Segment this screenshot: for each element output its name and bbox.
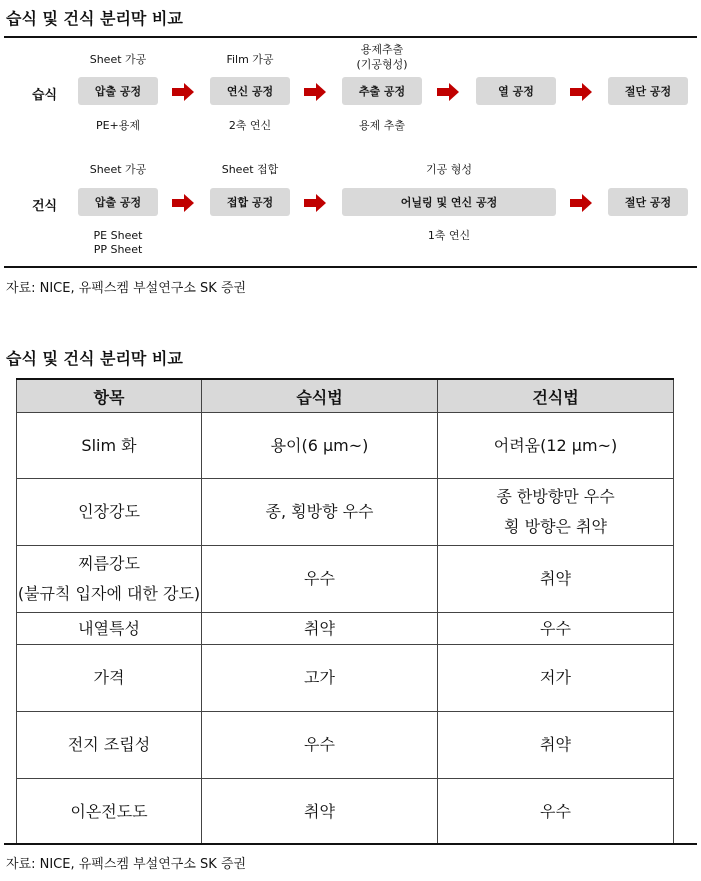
cell-text-line: (불규칙 입자에 대한 강도) [17,584,201,603]
table-title: 습식 및 건식 분리막 비교 [6,349,183,368]
cell-text-line: 취약 [304,801,335,821]
cell-text-line: 종 한방향만 우수 [496,487,615,506]
arrow-right-icon [437,83,459,101]
arrow-right-icon [570,194,592,212]
dry-above-label: Sheet 가공 [89,163,147,176]
table-cell-item [17,479,202,546]
cell-text-line: 우수 [540,618,571,638]
arrow-right-icon [304,194,326,212]
table-cell-wet [202,779,438,845]
diagram-source: 자료: NICE, 유펙스켐 부설연구소 SK 증권 [6,281,247,296]
table-row [17,645,674,712]
dry-above-label: Sheet 접합 [221,163,279,176]
cell-text-line: 우수 [304,735,335,754]
table-row [17,479,674,546]
table-source: 자료: NICE, 유펙스켐 부설연구소 SK 증권 [6,857,247,872]
cell-text-line: 종, 횡방향 우수 [265,502,374,521]
cell-text-line: 취약 [304,618,335,638]
cell-text-line: 횡 방향은 취약 [504,517,607,536]
cell-text-line: 용이(6 μm~) [270,435,369,455]
table-cell-item [17,779,202,845]
wet-below-label: 용제 추출 [358,119,405,132]
table-cell-wet [202,479,438,546]
column-header: 항목 [17,379,202,413]
cell-text-line: 가격 [93,668,125,687]
dry-below-label: PE Sheet [93,229,143,242]
table-cell-item [17,645,202,712]
table-cell-dry [438,613,674,645]
wet-row-label: 습식 [32,88,58,103]
table-cell-dry [438,645,674,712]
table-cell-wet [202,645,438,712]
dry-process-box: 접합 공정 [210,188,290,216]
table-cell-dry [438,546,674,613]
table-cell-item [17,546,202,613]
wet-process-box: 추출 공정 [342,77,422,105]
table-cell-wet [202,546,438,613]
dry-process-box: 절단 공정 [608,188,688,216]
wet-process-box: 열 공정 [476,77,556,105]
table-row [17,546,674,613]
diagram-top-rule [4,36,697,38]
cell-text-line: 저가 [540,668,571,687]
cell-text-line: Slim 화 [81,435,137,455]
cell-text-line: 내열특성 [78,618,140,638]
cell-text-line: 찌름강도 [78,554,140,573]
cell-text-line: 고가 [304,668,335,687]
wet-above-label: Sheet 가공 [89,53,147,66]
dry-below-label: PP Sheet [93,243,143,256]
cell-text-line: 취약 [540,735,571,754]
table-cell-item [17,613,202,645]
table-cell-item [17,712,202,779]
table-row [17,413,674,479]
wet-process-box: 압출 공정 [78,77,158,105]
cell-text-line: 이온전도도 [70,801,148,821]
table-bottom-rule [4,843,697,845]
dry-process-box: 압출 공정 [78,188,158,216]
cell-text-line: 전지 조립성 [67,735,151,754]
wet-above-label: (기공형성) [356,58,408,71]
table-row [17,779,674,845]
table-row [17,712,674,779]
diagram-title: 습식 및 건식 분리막 비교 [6,9,183,28]
table-cell-dry [438,712,674,779]
table-row [17,613,674,645]
cell-text-line: 우수 [304,569,335,588]
cell-text-line: 우수 [540,801,571,821]
cell-text-line: 어려움(12 μm~) [493,435,618,455]
arrow-right-icon [570,83,592,101]
arrow-right-icon [172,194,194,212]
dry-row-label: 건식 [32,199,58,214]
table-cell-dry [438,479,674,546]
arrow-right-icon [172,83,194,101]
wet-below-label: PE+용제 [95,119,141,132]
comparison-table [16,378,674,845]
column-header: 습식법 [202,379,438,413]
wet-below-label: 2축 연신 [228,119,272,132]
table-cell-wet [202,613,438,645]
dry-below-label: 1축 연신 [427,229,471,242]
table-cell-wet [202,712,438,779]
wet-above-label: Film 가공 [226,53,274,66]
table-cell-dry [438,413,674,479]
cell-text-line: 취약 [540,569,571,588]
table-header-row [17,379,674,413]
wet-above-label: 용제추출 [360,43,404,56]
dry-process-box: 어닐링 및 연신 공정 [342,188,556,216]
table-cell-dry [438,779,674,845]
arrow-right-icon [304,83,326,101]
wet-process-box: 연신 공정 [210,77,290,105]
cell-text-line: 인장강도 [78,502,140,521]
table-cell-item [17,413,202,479]
wet-process-box: 절단 공정 [608,77,688,105]
table-cell-wet [202,413,438,479]
column-header: 건식법 [438,379,674,413]
dry-above-label: 기공 형성 [425,163,472,176]
diagram-bottom-rule [4,266,697,268]
